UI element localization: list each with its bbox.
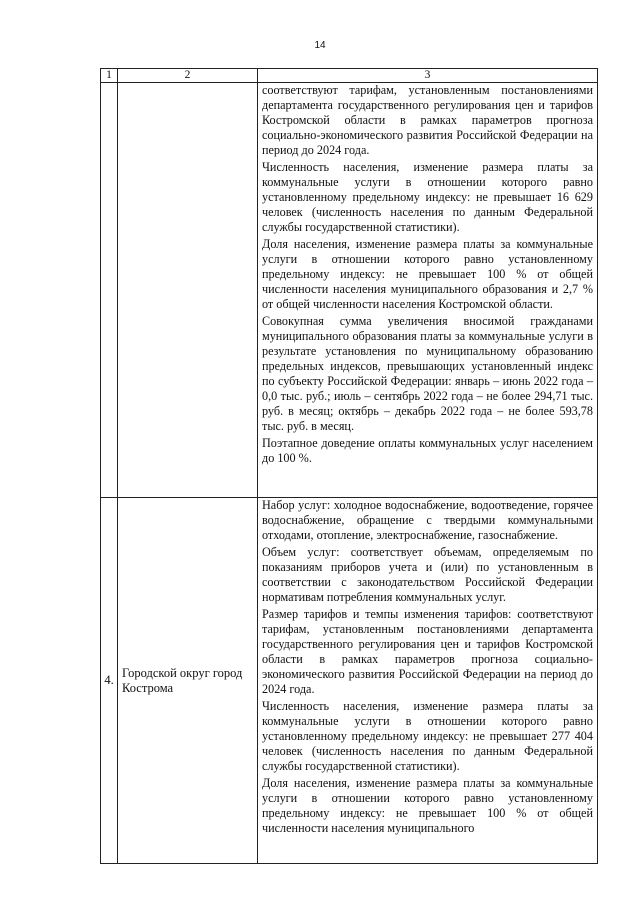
row-description bbox=[258, 83, 598, 498]
row-description bbox=[258, 498, 598, 864]
paragraph: Доля населения, изменение размера платы за коммунальные услуги в отношении которого равно установленному предельному индексу: не превышает 100 % от общей численности населения муниципального bbox=[262, 776, 593, 835]
document-table bbox=[100, 68, 598, 864]
header-col-2: 2 bbox=[118, 69, 258, 83]
row-number: 4. bbox=[101, 498, 118, 864]
paragraph: Поэтапное доведение оплаты коммунальных услуг населением до 100 %. bbox=[262, 436, 593, 465]
municipality-name: Городской округ город Кострома bbox=[118, 498, 258, 864]
page-number: 14 bbox=[314, 40, 326, 51]
header-col-3: 3 bbox=[258, 69, 598, 83]
paragraph: Численность населения, изменение размера платы за коммунальные услуги в отношении которого равно установленному предельному индексу: не превышает 277 404 человек (численность населения по данным Федеральной службы государственной статистики). bbox=[262, 699, 593, 773]
table-header-row bbox=[101, 69, 598, 83]
paragraph: Объем услуг: соответствует объемам, определяемым по показаниям приборов учета и (или) по установленным в соответствии с законодательством Российской Федерации нормативам потребления коммунальных услуг. bbox=[262, 545, 593, 604]
paragraph: Доля населения, изменение размера платы за коммунальные услуги в отношении которого равно установленному предельному индексу: не превышает 100 % от общей численности населения муниципального образования и 2,7 % от общей численности населения Костромской области. bbox=[262, 237, 593, 311]
paragraph: Набор услуг: холодное водоснабжение, водоотведение, горячее водоснабжение, обращение с твердыми коммунальными отходами, отопление, электроснабжение, газоснабжение. bbox=[262, 498, 593, 542]
paragraph: Размер тарифов и темпы изменения тарифов: соответствуют тарифам, установленным постановлениями департамента государственного регулирования цен и тарифов Костромской области в рамках параметров прогноза социально-экономического развития Российской Федерации на период до 2024 года. bbox=[262, 607, 593, 696]
row-number bbox=[101, 83, 118, 498]
paragraph: Совокупная сумма увеличения вносимой гражданами муниципального образования платы за коммунальные услуги в результате установления по муниципальному образованию предельных индексов, превышающих установленный индекс по субъекту Российской Федерации: январь – июнь 2022 года – 0,0 тыс. руб.; июль – сентябрь 2022 года – не более 294,71 тыс. руб. в месяц; октябрь – декабрь 2022 года – не более 593,78 тыс. руб. в месяц. bbox=[262, 314, 593, 433]
table-row bbox=[101, 83, 598, 498]
table-row bbox=[101, 498, 598, 864]
header-col-1: 1 bbox=[101, 69, 118, 83]
municipality-name bbox=[118, 83, 258, 498]
paragraph: соответствуют тарифам, установленным постановлениями департамента государственного регулирования цен и тарифов Костромской области в рамках параметров прогноза социально-экономического развития Российской Федерации на период до 2024 года. bbox=[262, 83, 593, 157]
paragraph: Численность населения, изменение размера платы за коммунальные услуги в отношении которого равно установленному предельному индексу: не превышает 16 629 человек (численность населения по данным Федеральной службы государственной статистики). bbox=[262, 160, 593, 234]
